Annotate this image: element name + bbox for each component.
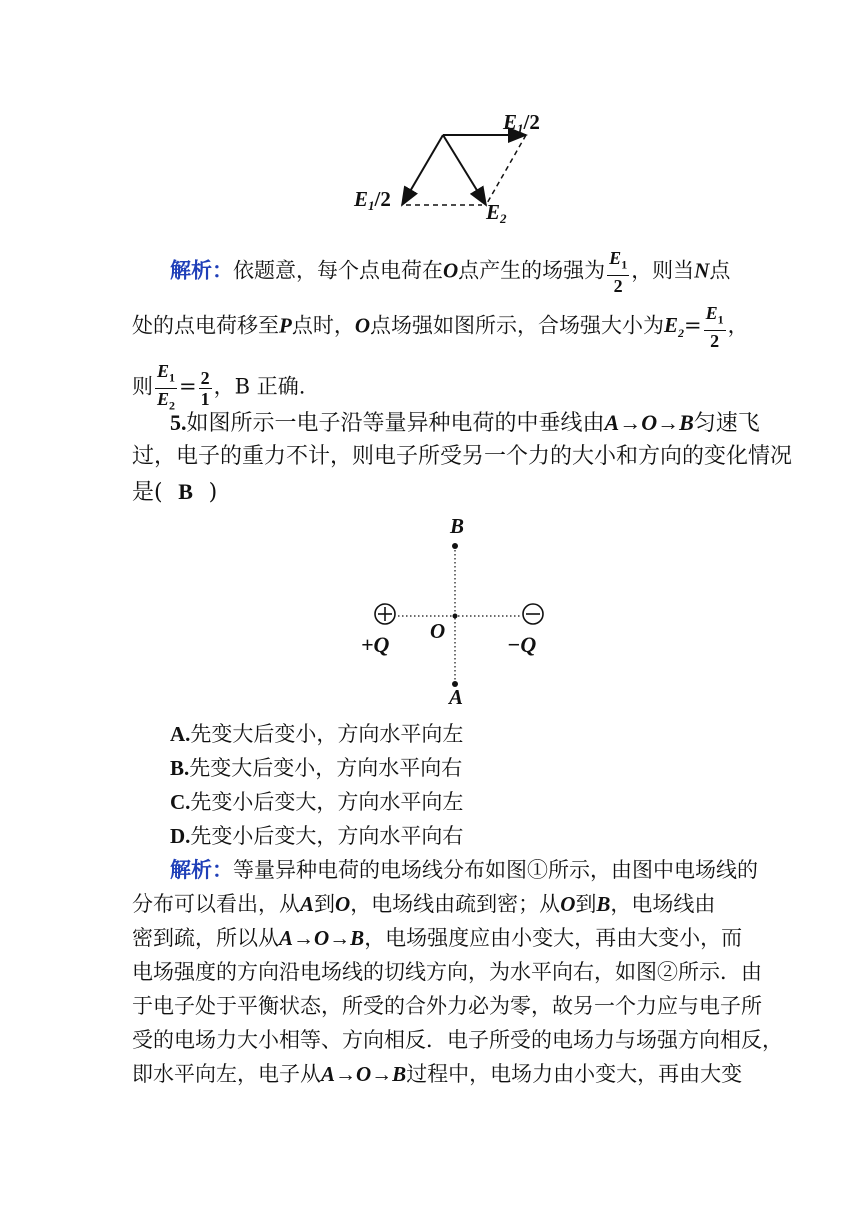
var-p: P <box>279 313 292 338</box>
var-n: N <box>694 258 710 283</box>
den: 2 <box>613 275 623 296</box>
text: 匀速飞 <box>693 411 760 436</box>
text: 密到疏，所以从 <box>132 926 279 950</box>
q5-line1 <box>170 408 760 439</box>
text: ) <box>208 480 218 505</box>
option-d[interactable] <box>170 821 463 851</box>
charges-diagram <box>350 510 560 710</box>
fraction-e1-over-2: $\frac{E_1}{2}$ <box>609 248 628 296</box>
text: 等量异种电荷的电场线分布如图①所示，由图中电场线的 <box>233 858 758 882</box>
var-e2: $E_2$ <box>664 313 685 341</box>
text: ，电场强度应由小变大，再由大变小，而 <box>364 926 743 950</box>
question-number: 5. <box>170 410 187 435</box>
label-minus-q: −Q <box>507 632 537 657</box>
sol5-label: 解析： <box>170 857 233 882</box>
option-key: D. <box>170 824 191 848</box>
var-o: O <box>443 258 459 283</box>
option-a[interactable] <box>170 719 463 749</box>
text: 如图所示一电子沿等量异种电荷的中垂线由 <box>186 411 605 436</box>
fraction-e1-over-e2: $\frac{E_1}{E_2}$ <box>157 361 176 413</box>
var-o: O <box>354 313 370 338</box>
option-b[interactable] <box>170 753 462 783</box>
text: 点时， <box>291 313 355 338</box>
var-o: O <box>335 892 351 916</box>
sol5-line2 <box>132 889 715 919</box>
equals: = <box>179 374 197 399</box>
equals: = <box>684 313 702 338</box>
label-e2: E2 <box>486 200 507 225</box>
text: 即水平向左，电子从 <box>132 1062 321 1086</box>
text: 处的点电荷移至 <box>132 313 279 338</box>
vector-diagram <box>340 105 570 225</box>
vector-e1-half-left <box>402 135 443 205</box>
text: 点 <box>709 258 731 283</box>
option-text: 先变大后变小，方向水平向左 <box>190 722 464 746</box>
path-a-o-b: A→O→B <box>321 1062 407 1086</box>
option-text: 先变小后变大，方向水平向右 <box>190 824 464 848</box>
text: ，B 正确. <box>213 374 306 399</box>
label-a: A <box>449 685 464 709</box>
label-o: O <box>430 619 446 643</box>
sol5-line7 <box>132 1059 742 1089</box>
text: 依题意，每个点电荷在 <box>233 258 443 283</box>
q5-line3 <box>132 477 217 508</box>
fraction-e1-over-2: $\frac{E_1}{2}$ <box>705 303 724 351</box>
sol4-line1 <box>170 248 730 296</box>
sol4-label: 解析： <box>170 257 233 283</box>
path-a-o-b: A→O→B <box>279 926 365 950</box>
den: 2 <box>710 330 720 351</box>
text: 则 <box>132 374 153 399</box>
label-b: B <box>450 514 465 538</box>
text: 点场强如图所示，合场强大小为 <box>370 313 664 338</box>
var-o: O <box>560 892 576 916</box>
vector-e2 <box>443 135 486 205</box>
sol5-line3 <box>132 923 742 953</box>
sol5-line6: 受的电场力大小相等、方向相反．电子所受的电场力与场强方向相反， <box>132 1028 783 1052</box>
text: 点产生的场强为 <box>458 258 606 283</box>
text: ，电场线由 <box>610 892 716 916</box>
text: 到 <box>575 892 597 916</box>
point-o <box>453 614 458 619</box>
num: 2 <box>200 367 210 388</box>
sol5-line4: 电场强度的方向沿电场线的切线方向，为水平向右，如图②所示．由 <box>132 960 762 984</box>
label-plus-q: +Q <box>361 632 390 657</box>
fraction-2-over-1 <box>199 368 212 409</box>
path-a-o-b: A→O→B <box>604 410 694 435</box>
answer: B <box>178 479 193 504</box>
text: ， <box>727 313 749 338</box>
option-c[interactable] <box>170 787 463 817</box>
label-e1-half-top: E1/2 <box>503 110 540 136</box>
q5-line2: 过，电子的重力不计，则电子所受另一个力的大小和方向的变化情况 <box>132 444 793 469</box>
text: 到 <box>314 892 336 916</box>
var-a: A <box>300 892 315 916</box>
sol5-line5: 于电子处于平衡状态，所受的合外力必为零，故另一个力应与电子所 <box>132 994 762 1018</box>
text: ，电场线由疏到密；从 <box>350 892 561 916</box>
option-text: 先变大后变小，方向水平向右 <box>189 756 463 780</box>
text: ，则当 <box>631 258 695 283</box>
sol4-line2 <box>132 303 749 351</box>
point-b <box>452 543 458 549</box>
option-key: A. <box>170 722 191 746</box>
var-b: B <box>596 892 611 916</box>
text: 分布可以看出，从 <box>132 892 300 916</box>
text: 是( <box>132 480 163 505</box>
option-text: 先变小后变大，方向水平向左 <box>190 790 464 814</box>
den: 1 <box>200 388 210 409</box>
dashed-line-right <box>486 135 526 205</box>
sol5-line1 <box>170 855 758 885</box>
option-key: B. <box>170 756 190 780</box>
text: 过程中，电场力由小变大，再由大变 <box>406 1062 743 1086</box>
option-key: C. <box>170 790 191 814</box>
label-e1-half-left: E1/2 <box>354 187 391 213</box>
